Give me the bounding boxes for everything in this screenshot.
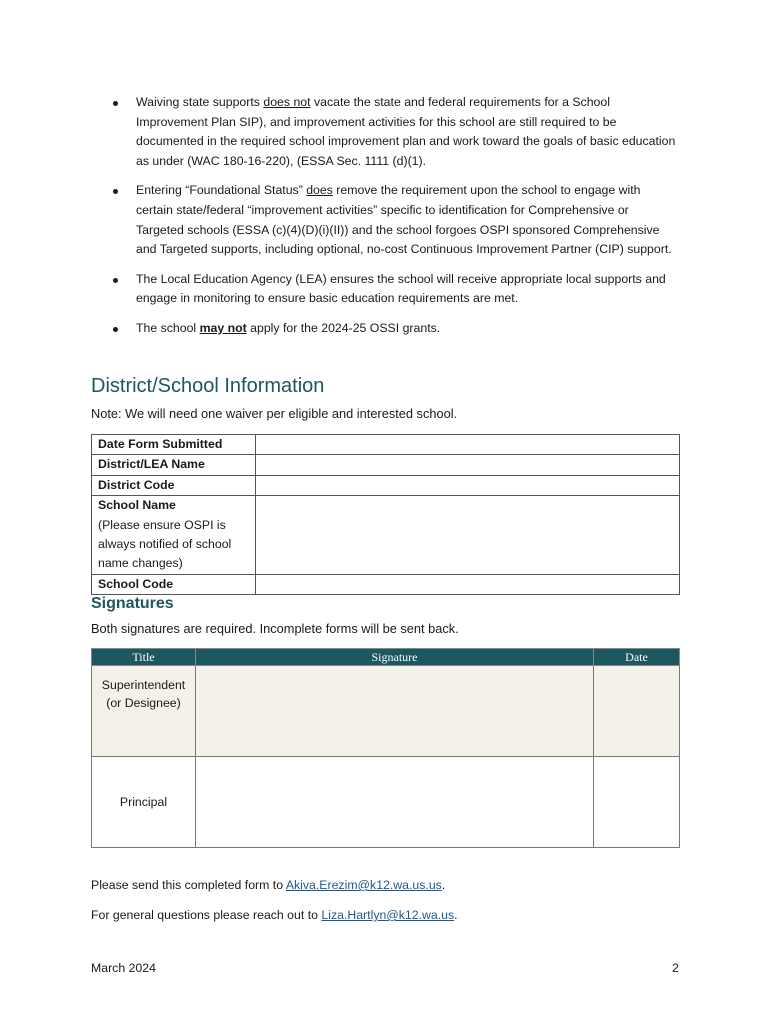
- signer-title: Superintendent (or Designee): [92, 666, 196, 757]
- table-row: [92, 757, 680, 848]
- district-name-field[interactable]: [256, 455, 680, 475]
- field-label: District/LEA Name: [92, 455, 256, 475]
- bullet-icon: [113, 189, 118, 194]
- district-note: Note: We will need one waiver per eligible and interested school.: [91, 406, 458, 421]
- superintendent-signature-field[interactable]: [196, 666, 594, 757]
- emphasis-text: does not: [263, 95, 311, 109]
- bullet-icon: [113, 327, 118, 332]
- column-header-signature: Signature: [196, 649, 594, 666]
- district-section-heading: District/School Information: [91, 375, 325, 397]
- table-header-row: [92, 649, 680, 666]
- table-row: [92, 475, 680, 495]
- field-label: Date Form Submitted: [92, 435, 256, 455]
- bullet-icon: [113, 278, 118, 283]
- principal-date-field[interactable]: [594, 757, 680, 848]
- school-name-field[interactable]: [256, 496, 680, 575]
- footer-date: March 2024: [91, 961, 156, 975]
- table-row: [92, 455, 680, 475]
- column-header-date: Date: [594, 649, 680, 666]
- emphasis-text: may not: [199, 320, 247, 335]
- signer-title: Principal: [92, 757, 196, 848]
- school-code-field[interactable]: [256, 574, 680, 594]
- list-item: The school may not apply for the 2024-25 OSSI grants.: [108, 319, 678, 339]
- requirements-list: [108, 93, 678, 349]
- date-submitted-field[interactable]: [256, 435, 680, 455]
- field-sublabel: (Please ensure OSPI is always notified of school name changes): [98, 517, 232, 571]
- district-code-field[interactable]: [256, 475, 680, 495]
- table-row: [92, 574, 680, 594]
- submission-email-link[interactable]: Akiva.Erezim@k12.wa.us.us: [285, 878, 442, 892]
- principal-signature-field[interactable]: [196, 757, 594, 848]
- table-row: [92, 435, 680, 455]
- table-row: [92, 666, 680, 757]
- column-header-title: Title: [92, 649, 196, 666]
- questions-instructions: For general questions please reach out to Liza.Hartlyn@k12.wa.us.: [91, 908, 458, 922]
- emphasis-text: does: [306, 183, 333, 198]
- field-label: School Code: [92, 574, 256, 594]
- table-row: [92, 496, 680, 575]
- list-item: Entering “Foundational Status” does remove the requirement upon the school to engage with certain state/federal “improvement activities” specific to identification for Comprehensive or Targeted schools (ESSA (c)(4)(D)(i)(II)) and the school forgoes OSPI sponsored Comprehensive and Targeted supports, including optional, no-cost Continuous Improvement Partner (CIP) support.: [108, 181, 678, 259]
- list-item: Waiving state supports does not vacate the state and federal requirements for a School Improvement Plan SIP), and improvement activities for this school are still required to be documented in the required school improvement plan and work toward the goals of basic education as under (WAC 180-16-220), (ESSA Sec. 1111 (d)(1).: [108, 93, 678, 171]
- list-item: The Local Education Agency (LEA) ensures the school will receive appropriate local supports and engage in monitoring to ensure basic education requirements are met.: [108, 270, 678, 309]
- district-info-table: [91, 434, 680, 595]
- questions-email-link[interactable]: Liza.Hartlyn@k12.wa.us: [321, 908, 455, 922]
- signatures-heading: Signatures: [91, 595, 174, 612]
- field-label: District Code: [92, 475, 256, 495]
- superintendent-date-field[interactable]: [594, 666, 680, 757]
- field-label: School Name (Please ensure OSPI is always notified of school name changes): [92, 496, 256, 575]
- signatures-table: [91, 648, 680, 848]
- send-instructions: Please send this completed form to Akiva.Erezim@k12.wa.us.us.: [91, 878, 446, 892]
- signatures-note: Both signatures are required. Incomplete forms will be sent back.: [91, 621, 459, 636]
- bullet-icon: [113, 101, 118, 106]
- page-number: 2: [672, 961, 679, 975]
